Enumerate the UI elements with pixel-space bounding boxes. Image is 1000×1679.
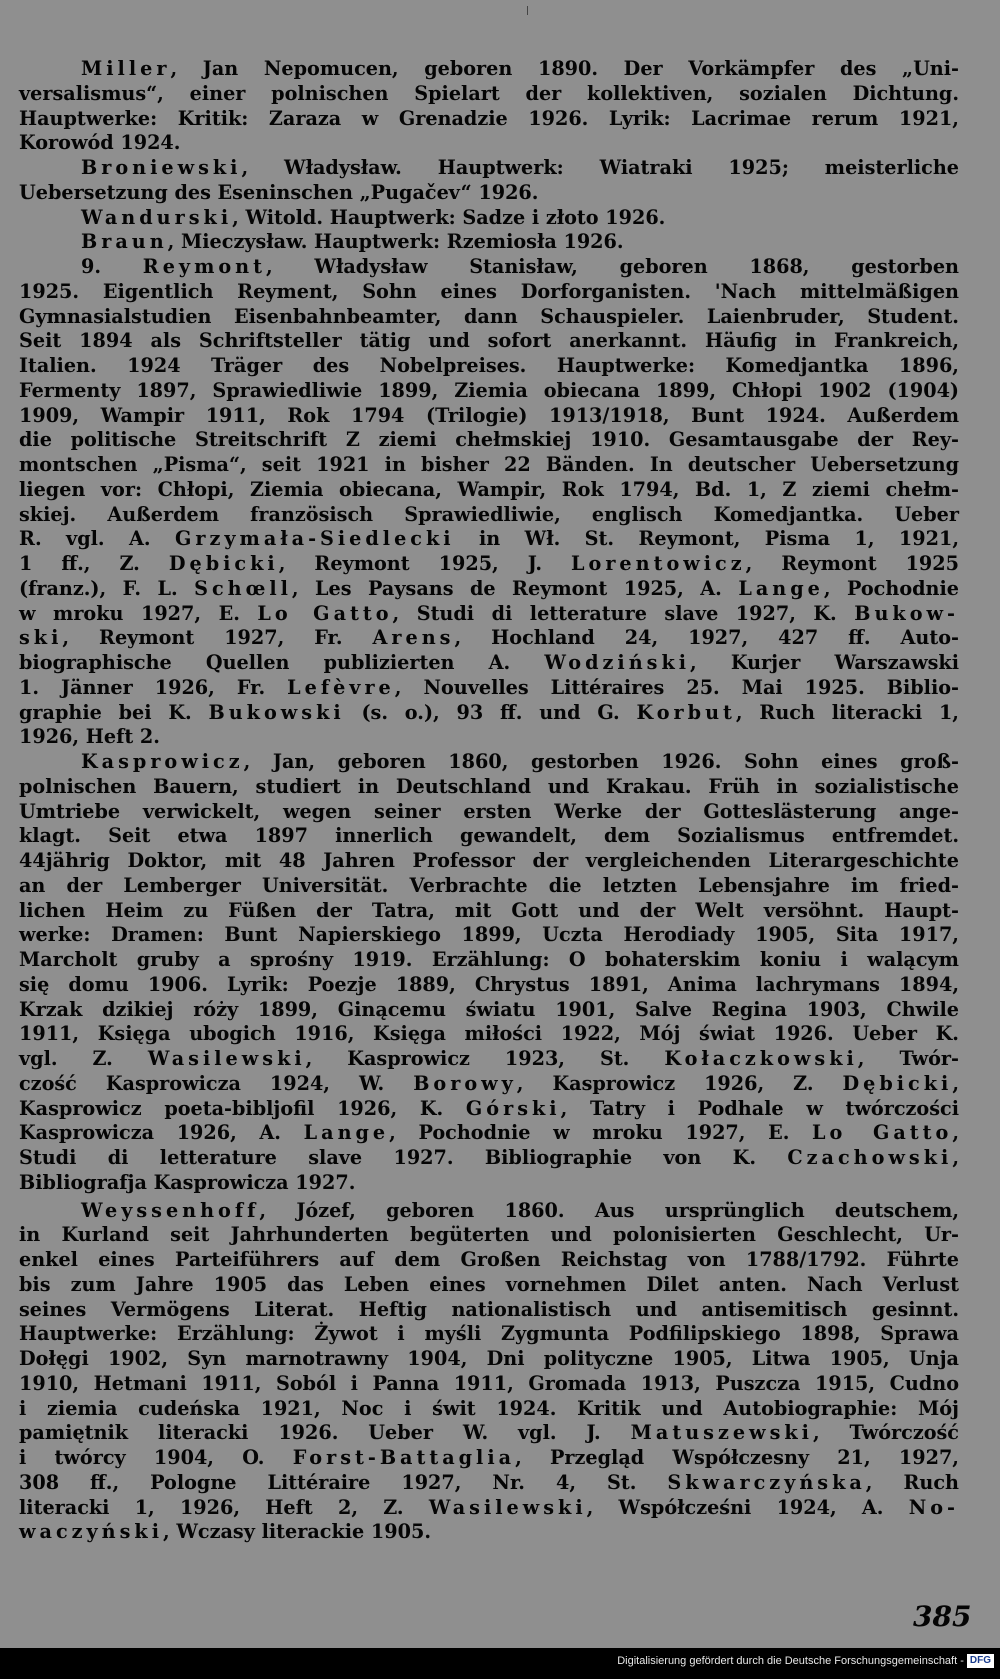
text-run: 1 ff., Z. [19, 552, 169, 575]
paragraph-braun [19, 230, 959, 255]
spaced-name: Lange [303, 1121, 390, 1145]
text-run: bis zum Jahre 1905 das Leben eines vornehmen Dilet anten. Nach Verlust [19, 1272, 959, 1296]
text-line [19, 1146, 959, 1171]
text-run: , Władysław Stanisław, geboren 1868, gestorben [265, 255, 959, 278]
spaced-name: Lange [738, 576, 824, 600]
text-run: , Kurjer Warszawski [690, 651, 959, 674]
text-line [19, 1322, 959, 1347]
paragraph-reymont [19, 255, 959, 750]
text-run: literacki 1, 1926, Heft 2, Z. [19, 1495, 429, 1519]
text-run: Kasprowicz poeta-bibljofil 1926, K. [19, 1096, 466, 1120]
spaced-name: Forst-Battaglia [292, 1446, 516, 1469]
spaced-name: Lorentowicz [571, 552, 746, 575]
text-run: , Ruch literacki 1, [735, 700, 959, 724]
spaced-name: Czachowski [787, 1146, 953, 1169]
text-run: Gymnasialstudien Eisenbahnbeamter, dann Schauspieler. Laienbruder, Student. [19, 304, 959, 328]
spaced-name: Wandurski [81, 205, 233, 229]
text-line [19, 1121, 959, 1146]
paragraph-miller [19, 57, 959, 156]
text-run: biographische Quellen publizierten A. [19, 651, 545, 674]
text-run: i ziemia cudeńska 1921, Noc i świt 1924. Kritik und Autobiographie: Mój [19, 1396, 959, 1420]
spaced-name: No- [908, 1495, 960, 1519]
text-line [19, 404, 959, 429]
text-run: , [952, 1146, 959, 1169]
spaced-name: Korbut [636, 700, 736, 724]
text-line [19, 1072, 959, 1097]
text-run: 1926, Heft 2. [19, 725, 160, 749]
text-line [19, 1372, 959, 1397]
text-line [19, 1022, 959, 1047]
text-line [19, 428, 959, 453]
text-line [19, 1199, 959, 1224]
text-line [19, 503, 959, 528]
text-run: (franz.), F. L. [19, 576, 195, 600]
text-line [19, 107, 959, 132]
text-run: montschen „Pisma“, seit 1921 in bisher 22 Bänden. In deutscher Uebersetzung [19, 453, 959, 476]
footer-credit: Digitalisierung gefördert durch die Deutsche Forschungsgemeinschaft - [617, 1655, 964, 1667]
text-run: Uebersetzung des Eseninschen „Pugačev“ 1926. [19, 180, 539, 204]
spaced-name: Dębicki [842, 1071, 953, 1095]
text-line [19, 131, 959, 156]
text-run: Korowód 1924. [19, 131, 181, 155]
text-run: , Przegląd Współczesny 21, 1927, [515, 1446, 959, 1469]
text-run: Kasprowicza 1926, A. [19, 1121, 304, 1145]
text-line [19, 899, 959, 924]
spaced-name: waczyński [19, 1520, 164, 1544]
text-line [19, 800, 959, 825]
text-run: 9. [81, 255, 143, 278]
text-line [19, 478, 959, 503]
text-run: Hauptwerke: Erzählung: Żywot i myśli Zygmunta Podfilipskiego 1898, Sprawa [19, 1322, 959, 1346]
text-line [19, 651, 959, 676]
text-line [19, 1273, 959, 1298]
text-run: , Twórczość [812, 1421, 959, 1445]
text-line [19, 305, 959, 330]
text-run: in Wł. St. Reymont, Pisma 1, 1921, [454, 527, 959, 551]
text-run: się domu 1906. Lyrik: Poezje 1889, Chrystus 1891, Anima lachrymans 1894, [19, 972, 959, 996]
text-line [19, 1496, 959, 1521]
text-run: versalismus“, einer polnischen Spielart der kollektiven, sozialen Dichtung. [19, 81, 959, 105]
paragraph-weyssenhoff [19, 1199, 959, 1546]
text-run: 1. Jänner 1926, Fr. [19, 675, 288, 699]
text-run: , Studi di letterature slave 1927, K. [392, 601, 855, 625]
text-run: 44jährig Doktor, mit 48 Jahren Professor der vergleichenden Literargeschichte [19, 849, 959, 872]
text-run: graphie bei K. [19, 700, 209, 724]
text-run: Fermenty 1897, Sprawiedliwie 1899, Ziemia obiecana 1899, Chłopi 1902 (1904) [19, 378, 959, 402]
spaced-name: Górski [465, 1096, 561, 1120]
paragraph-kasprowicz [19, 750, 959, 1196]
text-run: , Kasprowicz 1926, Z. [516, 1071, 843, 1095]
text-line [19, 57, 959, 82]
text-line [19, 453, 959, 478]
text-run: , Wczasy literackie 1905. [163, 1520, 431, 1544]
text-line [19, 849, 959, 874]
text-run: werke: Dramen: Bunt Napierskiego 1899, Uczta Herodiady 1905, Sita 1917, [19, 923, 959, 947]
spaced-name: Braun [81, 230, 168, 254]
text-run: czość Kasprowicza 1924, W. [19, 1071, 414, 1095]
text-line [19, 602, 959, 627]
digitization-footer [617, 1654, 994, 1668]
text-run: , Twór- [857, 1047, 960, 1070]
paragraph-wandurski [19, 206, 959, 231]
text-line [19, 1298, 959, 1323]
text-run: polnischen Bauern, studiert in Deutschland und Krakau. Früh in sozialistische [19, 774, 959, 798]
spaced-name: Lo Gatto [812, 1121, 953, 1145]
spaced-name: Borowy [413, 1071, 517, 1095]
text-run: Studi di letterature slave 1927. Bibliographie von K. [19, 1146, 788, 1169]
text-run: an der Lemberger Universität. Verbrachte die letzten Lebensjahre im fried- [19, 873, 959, 897]
text-line [19, 527, 959, 552]
spaced-name: Wasilewski [147, 1047, 306, 1070]
spaced-name: Wasilewski [428, 1495, 587, 1519]
text-run: , Nouvelles Littéraires 25. Mai 1925. Biblio- [394, 675, 960, 699]
spaced-name: Broniewski [81, 156, 242, 179]
text-run: , [952, 1121, 960, 1145]
text-line [19, 1097, 959, 1122]
paragraph-broniewski [19, 156, 959, 206]
text-run: 1909, Wampir 1911, Rok 1794 (Trilogie) 1913/1918, Bunt 1924. Außerdem [19, 403, 959, 427]
text-run: , Reymont 1927, Fr. [62, 626, 373, 650]
text-run: Dołęgi 1902, Syn marnotrawny 1904, Dni polityczne 1905, Litwa 1905, Unja [19, 1347, 959, 1370]
spaced-name: Dębicki [168, 552, 279, 575]
text-run: enkel eines Parteiführers auf dem Großen Reichstag von 1788/1792. Führte [19, 1248, 959, 1271]
spaced-name: Bukowski [208, 700, 345, 724]
spaced-name: Wodziński [544, 651, 691, 674]
text-line [19, 1347, 959, 1372]
text-line [19, 725, 959, 750]
text-line [19, 1520, 959, 1545]
text-line [19, 354, 959, 379]
text-run: Bibliografja Kasprowicza 1927. [19, 1170, 356, 1194]
text-line [19, 181, 959, 206]
text-run: Umtriebe verwickelt, wegen seiner ersten Werke der Gotteslästerung ange- [19, 799, 959, 823]
text-run: 1925. Eigentlich Reyment, Sohn eines Dorforganisten. 'Nach mittelmäßigen [19, 279, 959, 303]
text-run: Hauptwerke: Kritik: Zaraza w Grenadzie 1926. Lyrik: Lacrimae rerum 1921, [19, 106, 959, 130]
spaced-name: Lefèvre [287, 675, 395, 699]
text-run: , Tatry i Podhale w twórczości [560, 1096, 959, 1120]
text-run: seines Vermögens Literat. Heftig nationalistisch und antisemitisch gesinnt. [19, 1297, 959, 1321]
text-run: Krzak dzikiej róży 1899, Ginącemu światu 1901, Salve Regina 1903, Chwile [19, 997, 959, 1021]
text-line [19, 280, 959, 305]
text-line [19, 1397, 959, 1422]
text-run: R. vgl. A. [19, 527, 175, 551]
text-line [19, 206, 959, 231]
text-line [19, 255, 959, 280]
text-run: vgl. Z. [19, 1047, 148, 1070]
text-run: , Jan Nepomucen, geboren 1890. Der Vorkämpfer des „Uni- [170, 57, 959, 80]
spaced-name: Grzymała-Siedlecki [174, 527, 455, 551]
text-run: Marcholt gruby a sprośny 1919. Erzählung: O bohaterskim koniu i walącym [19, 948, 959, 971]
text-line [19, 1421, 959, 1446]
text-run: klagt. Seit etwa 1897 innerlich gewandelt, dem Sozialismus entfremdet. [19, 824, 959, 848]
text-line [19, 82, 959, 107]
text-run: liegen vor: Chłopi, Ziemia obiecana, Wampir, Rok 1794, Bd. 1, Z ziemi chełm- [19, 477, 959, 501]
text-run: , Ruch [865, 1470, 959, 1494]
text-line [19, 329, 959, 354]
text-run: skiej. Außerdem französisch Sprawiedliwie, englisch Komedjantka. Ueber [19, 502, 959, 526]
text-line [19, 379, 959, 404]
text-run: , Pochodnie [823, 576, 959, 600]
text-run: pamiętnik literacki 1926. Ueber W. vgl. J. [19, 1421, 631, 1445]
text-line [19, 750, 959, 775]
spaced-name: Skwarczyńska [667, 1470, 866, 1494]
text-line [19, 1248, 959, 1273]
text-run: 1910, Hetmani 1911, Soból i Panna 1911, Gromada 1913, Puszcza 1915, Cudno [19, 1371, 959, 1395]
text-run: , Józef, geboren 1860. Aus ursprünglich deutschem, [259, 1198, 959, 1222]
text-run: w mroku 1927, E. [19, 601, 258, 625]
spaced-name: Bukow- [854, 601, 959, 625]
text-line [19, 948, 959, 973]
text-line [19, 676, 959, 701]
text-run: i twórcy 1904, O. [19, 1446, 293, 1469]
text-run: , Władysław. Hauptwerk: Wiatraki 1925; meisterliche [241, 156, 959, 179]
text-run: Italien. 1924 Träger des Nobelpreises. Hauptwerke: Komedjantka 1896, [19, 354, 959, 377]
text-run: , Mieczysław. Hauptwerk: Rzemiosła 1926. [167, 230, 624, 254]
text-line [19, 874, 959, 899]
text-line [19, 824, 959, 849]
text-line [19, 1471, 959, 1496]
text-run: , Jan, geboren 1860, gestorben 1926. Sohn eines groß- [243, 750, 959, 773]
dfg-logo: DFG [967, 1654, 994, 1668]
spaced-name: Schœll [194, 576, 292, 600]
text-run: Seit 1894 als Schriftsteller tätig und sofort anerkannt. Häufig in Frankreich, [19, 329, 959, 353]
text-line [19, 552, 959, 577]
text-line [19, 1446, 959, 1471]
text-run: (s. o.), 93 ff. und G. [344, 700, 637, 724]
text-run: , Witold. Hauptwerk: Sadze i złoto 1926. [232, 205, 666, 229]
text-line [19, 923, 959, 948]
text-line [19, 1047, 959, 1072]
text-line [19, 973, 959, 998]
text-line [19, 230, 959, 255]
page-number: 385 [913, 1600, 972, 1633]
text-line [19, 998, 959, 1023]
spaced-name: Matuszewski [630, 1421, 813, 1445]
text-run: , Les Paysans de Reymont 1925, A. [291, 576, 739, 600]
spaced-name: Kasprowicz [81, 750, 244, 773]
text-run: 308 ff., Pologne Littéraire 1927, Nr. 4, St. [19, 1470, 668, 1494]
text-run: , Współcześni 1924, A. [586, 1495, 909, 1519]
text-line [19, 1223, 959, 1248]
text-line [19, 156, 959, 181]
text-line [19, 1171, 959, 1196]
spaced-name: Weyssenhoff [81, 1198, 260, 1222]
spaced-name: Kołaczkowski [664, 1047, 858, 1070]
spaced-name: ski [19, 626, 63, 650]
text-line [19, 701, 959, 726]
text-run: , Reymont 1925 [745, 552, 959, 575]
text-block [19, 57, 959, 1545]
spaced-name: Lo Gatto [257, 601, 393, 625]
spaced-name: Arens [372, 626, 455, 650]
text-run: , Kasprowicz 1923, St. [305, 1047, 665, 1070]
text-run: 1911, Księga ubogich 1916, Księga miłości 1922, Mój świat 1926. Ueber K. [19, 1022, 959, 1046]
text-run: , Pochodnie w mroku 1927, E. [389, 1121, 813, 1145]
text-run: , [952, 1071, 959, 1095]
spaced-name: Miller [81, 57, 171, 80]
text-run: die politische Streitschrift Z ziemi chełmskiej 1910. Gesamtausgabe der Rey- [19, 428, 959, 452]
spaced-name: Reymont [142, 255, 266, 278]
text-line [19, 775, 959, 800]
text-line [19, 626, 959, 651]
text-run: in Kurland seit Jahrhunderten begüterten und polonisierten Geschlecht, Ur- [19, 1223, 959, 1247]
text-run: lichen Heim zu Füßen der Tatra, mit Gott und der Welt versöhnt. Haupt- [19, 898, 959, 922]
text-run: , Hochland 24, 1927, 427 ff. Auto- [454, 626, 959, 650]
text-line [19, 577, 959, 602]
text-run: , Reymont 1925, J. [278, 552, 572, 575]
scan-mark [527, 6, 528, 15]
